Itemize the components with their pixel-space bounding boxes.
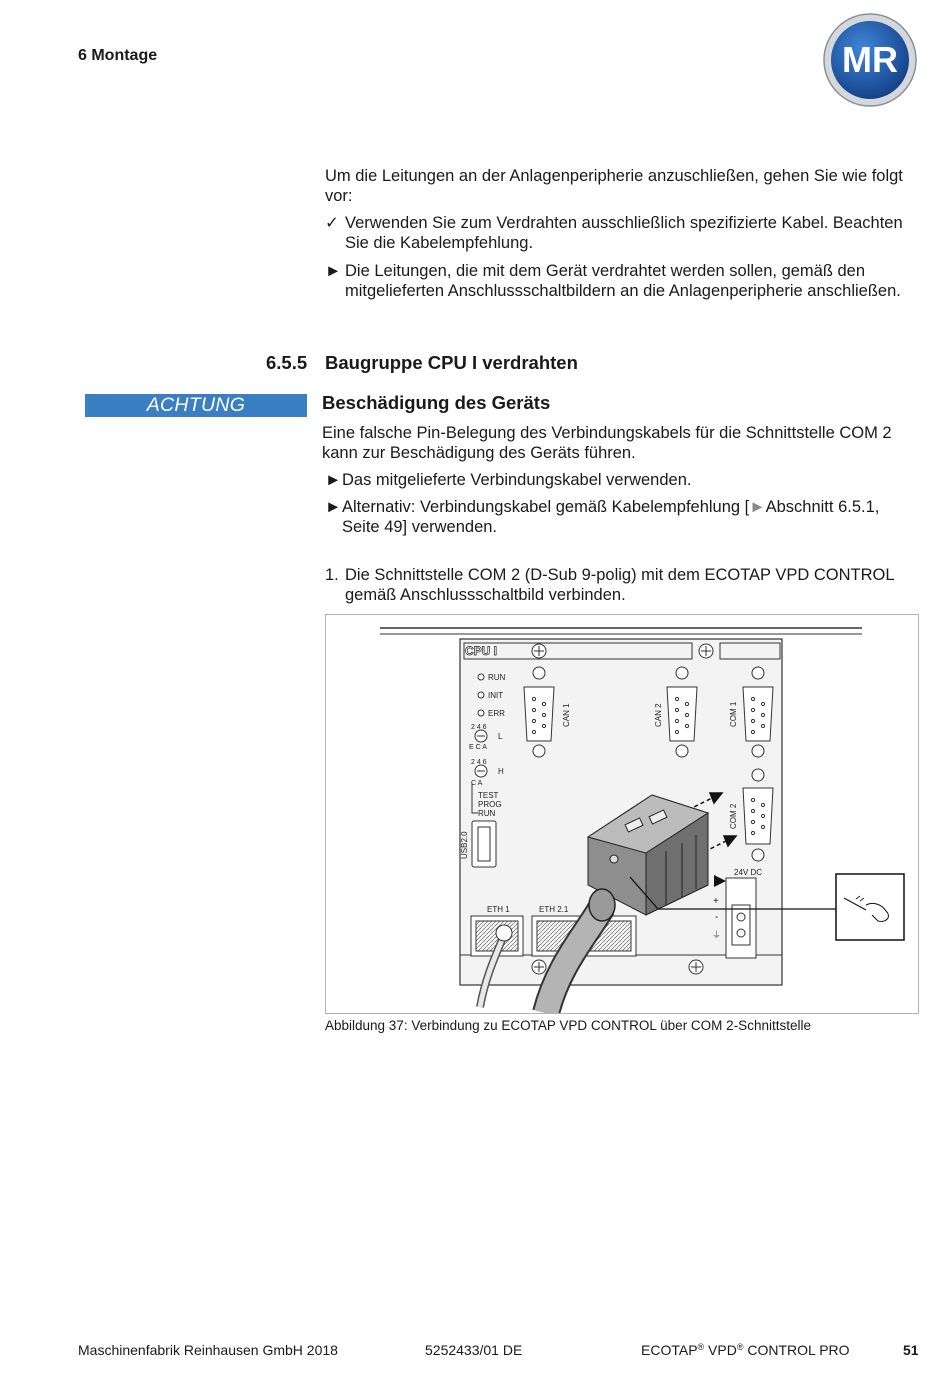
arrow-icon: ► <box>325 471 342 489</box>
warning-title: Beschädigung des Geräts <box>322 392 551 413</box>
warning-item <box>325 497 915 537</box>
switch-label: H <box>498 767 504 776</box>
eth-label: ETH 2.1 <box>539 905 569 914</box>
rotary-switch-l <box>475 730 487 742</box>
section-number: 6.5.5 <box>266 352 308 373</box>
footer-doc-number: 5252433/01 DE <box>425 1342 523 1358</box>
footer-company: Maschinenfabrik Reinhausen GmbH 2018 <box>78 1342 338 1358</box>
section-link[interactable]: Abschnitt 6.5.1, Seite 49 <box>342 498 880 536</box>
product-name-part: CONTROL PRO <box>743 1342 850 1358</box>
device-illustration <box>326 615 918 1013</box>
svg-text:RUN: RUN <box>478 809 496 818</box>
step-number: 1. <box>325 566 339 584</box>
svg-text:PROG: PROG <box>478 800 502 809</box>
page-number: 51 <box>903 1342 919 1358</box>
footer-product <box>641 1342 850 1358</box>
chapter-title: 6 Montage <box>78 47 158 64</box>
svg-text:TEST: TEST <box>478 791 499 800</box>
product-name-part: ECOTAP <box>641 1342 698 1358</box>
figure-caption: Abbildung 37: Verbindung zu ECOTAP VPD CONTROL über COM 2-Schnittstelle <box>325 1018 811 1033</box>
port-label: COM 2 <box>729 803 738 829</box>
instruction-item <box>325 261 915 301</box>
company-logo <box>822 12 918 108</box>
switch-scale: 2 4 6 <box>471 759 487 766</box>
registered-mark: ® <box>697 1342 705 1352</box>
check-icon: ✓ <box>325 214 339 232</box>
power-terminal <box>726 878 756 958</box>
logo-text: MR <box>842 39 898 80</box>
prerequisite-item <box>325 213 915 253</box>
switch-scale: 2 4 6 <box>471 724 487 731</box>
power-pin-label: - <box>715 912 719 923</box>
link-arrow-icon: ► <box>749 498 766 516</box>
usb-port <box>472 821 496 867</box>
led-label: RUN <box>488 673 506 682</box>
intro-text: Um die Leitungen an der Anlagenperipherie anzuschließen, gehen Sie wie folgt vor: <box>325 167 903 205</box>
port-label: COM 1 <box>729 701 738 727</box>
warning-item-text-start: Alternativ: Verbindungskabel gemäß Kabelempfehlung [ <box>342 498 750 516</box>
switch-label: L <box>498 732 503 741</box>
registered-mark: ® <box>736 1342 744 1352</box>
led-label: INIT <box>488 691 504 700</box>
section-title: Baugruppe CPU I verdrahten <box>325 352 578 373</box>
power-label: 24V DC <box>734 868 763 877</box>
warning-label: ACHTUNG <box>85 394 307 417</box>
arrow-icon: ► <box>325 498 342 516</box>
instruction-text: Die Leitungen, die mit dem Gerät verdrahtet werden sollen, gemäß den mitgelieferten Anschlussschaltbildern an die Anlagenperipherie anschließen. <box>345 262 901 300</box>
led-label: ERR <box>488 709 505 718</box>
port-label: CAN 2 <box>654 703 663 727</box>
usb-label: USB2.0 <box>460 831 469 859</box>
warning-item <box>325 470 915 490</box>
detail-callout <box>836 874 904 940</box>
section-heading <box>266 352 578 374</box>
switch-scale: C A <box>471 780 483 787</box>
module-label: CPU I <box>465 644 498 658</box>
panel-screw <box>689 960 703 974</box>
warning-item-text <box>325 497 915 537</box>
eth-label: ETH 1 <box>487 905 510 914</box>
warning-item-text-end: ] verwenden. <box>402 518 498 536</box>
warning-text: Eine falsche Pin-Belegung des Verbindungskabels für die Schnittstelle COM 2 kann zur Beschädigung des Geräts führen. <box>322 424 892 462</box>
port-label: CAN 1 <box>562 703 571 727</box>
procedure-step <box>325 565 915 605</box>
status-leds <box>478 673 506 718</box>
panel-screw <box>532 644 546 658</box>
power-pin-label: + <box>713 896 719 907</box>
arrow-icon: ► <box>325 262 342 280</box>
panel-screw <box>532 960 546 974</box>
prerequisite-text: Verwenden Sie zum Verdrahten ausschließlich spezifizierte Kabel. Beachten Sie die Kabelempfehlung. <box>345 214 903 252</box>
rotary-switch-h <box>475 765 487 777</box>
figure-frame <box>325 614 919 1014</box>
switch-scale: E C A <box>469 744 487 751</box>
panel-screw <box>699 644 713 658</box>
product-name-part: VPD <box>704 1342 737 1358</box>
warning-item-text: Das mitgelieferte Verbindungskabel verwenden. <box>342 471 692 489</box>
step-text: Die Schnittstelle COM 2 (D-Sub 9-polig) mit dem ECOTAP VPD CONTROL gemäß Anschlussschaltbild verbinden. <box>345 566 894 604</box>
ground-icon: ⏚ <box>712 930 722 940</box>
